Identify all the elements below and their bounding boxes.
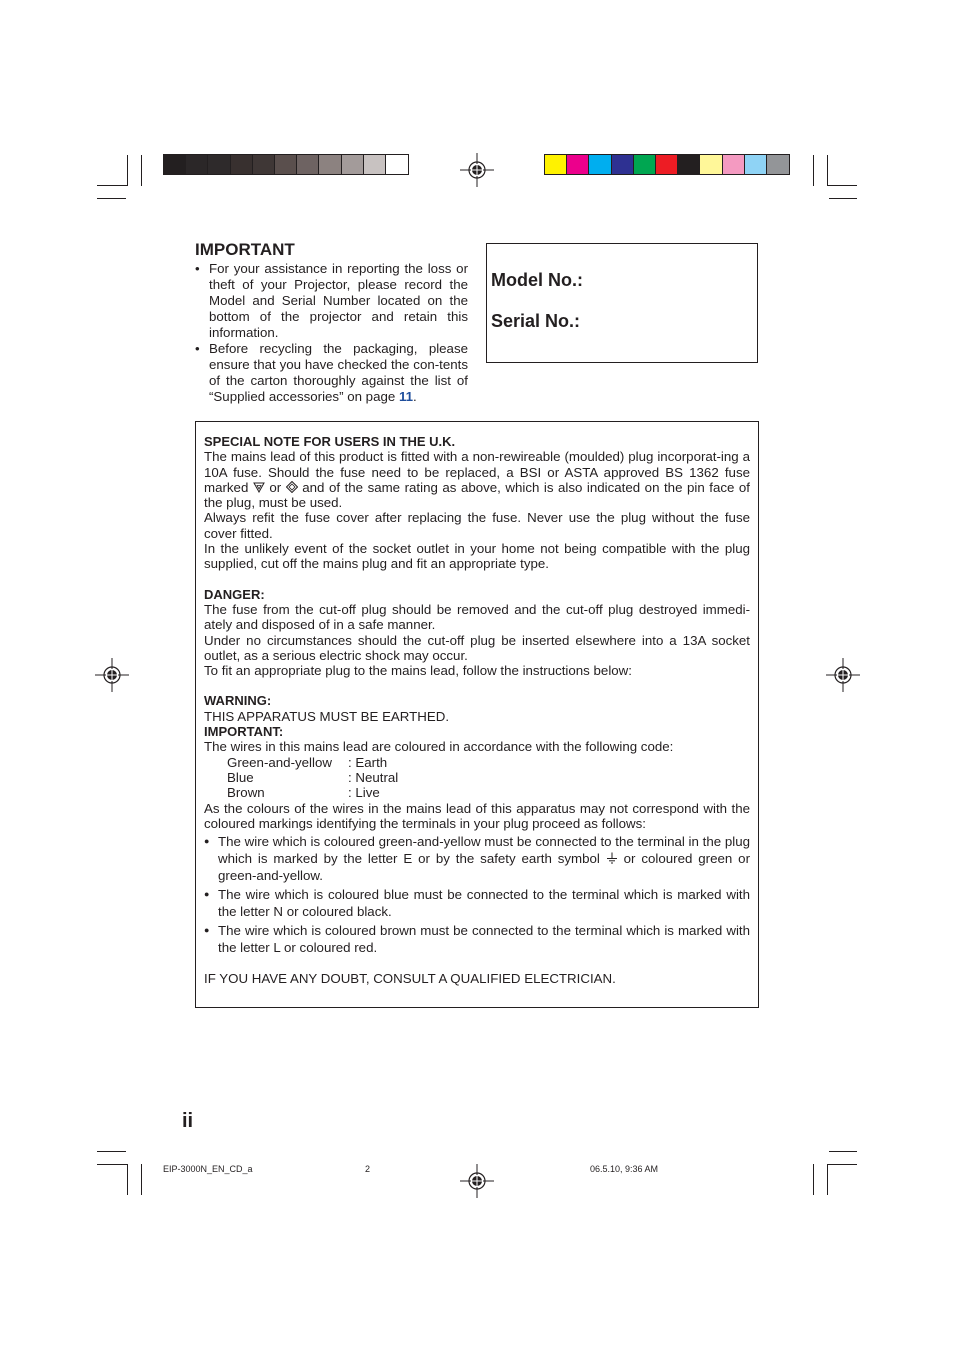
crop-mark	[827, 185, 857, 186]
color-swatch	[275, 155, 297, 174]
crop-mark	[97, 1164, 128, 1165]
footer-page: 2	[365, 1164, 371, 1174]
paragraph	[204, 449, 750, 510]
list-item-text: Before recycling the packaging, please ensure that you have checked the con-tents of the carton thoroughly against the list of “Supplied accessories” on page	[209, 341, 468, 404]
wire-code-row	[204, 785, 750, 800]
paragraph: In the unlikely event of the socket outlet in your home not being compatible with the plug supplied, cut off the mains plug and fit an appropriate type.	[204, 541, 750, 572]
list-item-text: .	[413, 389, 417, 404]
crop-mark	[97, 1151, 126, 1152]
registration-mark-icon	[95, 658, 129, 692]
list-item	[204, 833, 750, 884]
color-swatch	[253, 155, 275, 174]
warning-text: THIS APPARATUS MUST BE EARTHED.	[204, 708, 450, 724]
wire-code-row	[204, 770, 750, 785]
list-item-text: The wire which is coloured green-and-yellow must be connected to the terminal in the plug which is marked by the letter E or by the safety earth symbol	[218, 834, 750, 867]
color-calibration-bar	[544, 154, 790, 175]
crop-mark	[813, 155, 814, 186]
crop-mark	[141, 1164, 142, 1195]
color-swatch	[545, 155, 567, 174]
footer-timestamp: 06.5.10, 9:36 AM	[590, 1164, 659, 1174]
footer-filename: EIP-3000N_EN_CD_a	[163, 1164, 253, 1174]
list-item: ● The wire which is coloured blue must be connected to the terminal which is marked with the letter N or coloured black.	[204, 886, 750, 920]
crop-mark	[127, 1164, 128, 1195]
color-swatch	[700, 155, 722, 174]
wire-meaning: : Live	[348, 785, 380, 801]
paragraph: Under no circumstances should the cut-off plug be inserted elsewhere into a 13A socket outlet, as a serious electric shock may occur.	[204, 632, 750, 663]
color-swatch	[364, 155, 386, 174]
bsi-kitemark-icon	[286, 481, 298, 493]
serial-number-label: Serial No.:	[491, 311, 581, 331]
color-swatch	[567, 155, 589, 174]
uk-note-heading: SPECIAL NOTE FOR USERS IN THE U.K.	[204, 434, 456, 449]
paragraph-text: The mains lead of this product is fitted with a non-rewireable (moulded) plug incorporat-ing a 10A fuse. Should the fuse need to be replaced, a BSI or ASTA approved BS 1362 fuse marked	[204, 449, 750, 495]
earth-symbol-icon	[606, 852, 618, 864]
wire-meaning: : Earth	[348, 754, 388, 770]
registration-mark-icon	[826, 658, 860, 692]
color-swatch	[208, 155, 230, 174]
wire-colour: Blue	[227, 769, 254, 785]
crop-mark	[827, 155, 828, 186]
important-heading: IMPORTANT	[195, 240, 295, 259]
important-list	[195, 261, 468, 405]
paragraph: To fit an appropriate plug to the mains lead, follow the instructions below:	[204, 663, 632, 679]
wire-colour: Brown	[227, 785, 265, 801]
grayscale-calibration-bar	[163, 154, 409, 175]
color-swatch	[186, 155, 208, 174]
model-serial-record-box	[486, 243, 758, 363]
paragraph: Always refit the fuse cover after replacing the fuse. Never use the plug without the fuse cover fitted.	[204, 510, 750, 541]
list-item: ● The wire which is coloured brown must be connected to the terminal which is marked with the letter L or coloured red.	[204, 922, 750, 956]
crop-mark	[813, 1164, 814, 1195]
registration-mark-icon	[460, 153, 494, 187]
color-swatch	[342, 155, 364, 174]
crop-mark	[141, 155, 142, 186]
color-swatch	[164, 155, 186, 174]
wire-code-row	[204, 755, 750, 770]
wiring-instructions-list	[204, 833, 750, 956]
list-item: • For your assistance in reporting the loss or theft of your Projector, please record the Model and Serial Number located on the bottom of the projector and retain this information.	[195, 261, 468, 341]
page-number: ii	[182, 1110, 194, 1132]
crop-mark	[827, 1164, 828, 1195]
color-swatch	[723, 155, 745, 174]
important-subheading: IMPORTANT:	[204, 724, 284, 740]
crop-mark	[829, 1151, 857, 1152]
color-swatch	[231, 155, 253, 174]
paragraph: The wires in this mains lead are coloured in accordance with the following code:	[204, 739, 674, 755]
wire-meaning: : Neutral	[348, 769, 399, 785]
color-swatch	[297, 155, 319, 174]
color-swatch	[634, 155, 656, 174]
asta-mark-icon	[253, 481, 265, 493]
color-swatch	[656, 155, 678, 174]
color-swatch	[386, 155, 408, 174]
paragraph-text: or	[264, 479, 286, 495]
color-swatch	[589, 155, 611, 174]
crop-mark	[97, 185, 128, 186]
paragraph: The fuse from the cut-off plug should be removed and the cut-off plug destroyed immedi-ately and disposed of in a safe manner.	[204, 601, 750, 633]
paragraph-text: and of the same rating as above, which is also indicated on the pin face of the plug, must be used.	[204, 479, 750, 511]
warning-heading: WARNING:	[204, 693, 272, 709]
color-swatch	[612, 155, 634, 174]
uk-special-note-box	[195, 421, 759, 1008]
color-swatch	[319, 155, 341, 174]
paragraph: As the colours of the wires in the mains lead of this apparatus may not correspond with the coloured markings identifying the terminals in your plug proceed as follows:	[204, 800, 750, 831]
crop-mark	[97, 198, 126, 199]
crop-mark	[127, 155, 128, 186]
list-item	[195, 341, 468, 405]
registration-mark-icon	[460, 1164, 494, 1198]
crop-mark	[827, 1164, 857, 1165]
color-swatch	[767, 155, 789, 174]
page-reference-link[interactable]: 11	[398, 389, 414, 404]
color-swatch	[745, 155, 767, 174]
wire-colour: Green-and-yellow	[227, 754, 332, 770]
closing-advice: IF YOU HAVE ANY DOUBT, CONSULT A QUALIFIED ELECTRICIAN.	[204, 971, 616, 987]
danger-heading: DANGER:	[204, 586, 265, 602]
list-item-text: or coloured green or green-and-yellow.	[218, 851, 750, 884]
model-number-label: Model No.:	[491, 270, 583, 290]
crop-mark	[829, 198, 857, 199]
color-swatch	[678, 155, 700, 174]
